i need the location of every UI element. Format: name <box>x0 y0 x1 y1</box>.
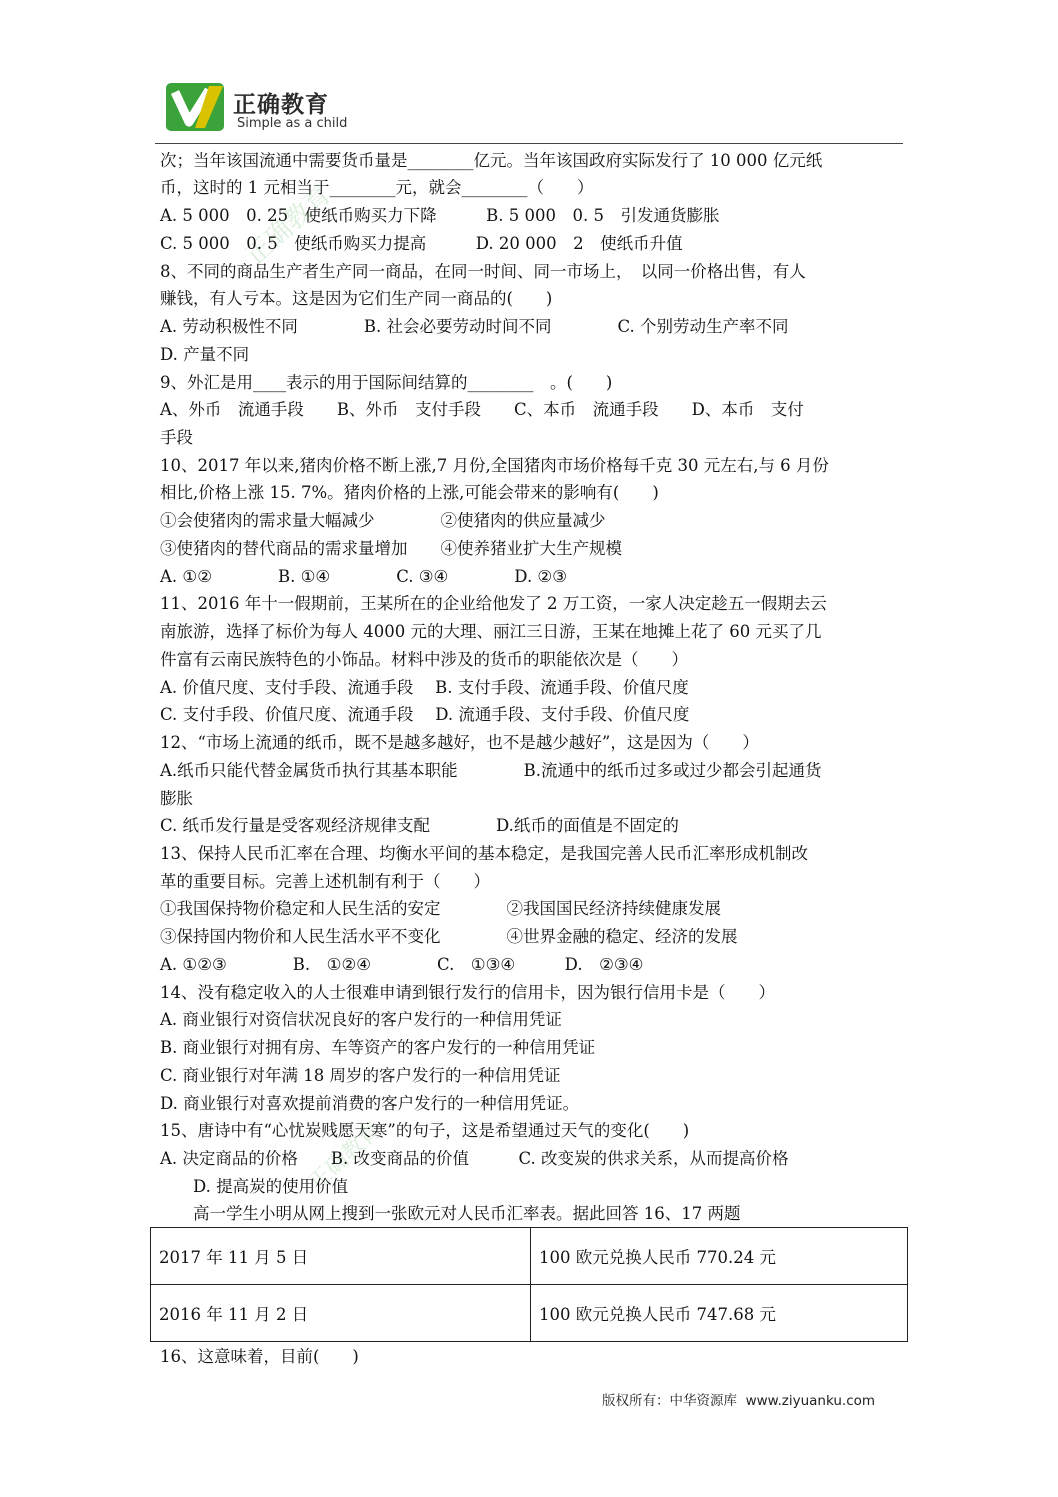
table-cell-date: 2016 年 11 月 2 日 <box>151 1285 531 1342</box>
header-divider <box>155 143 903 144</box>
exchange-rate-table <box>150 1227 908 1342</box>
text-line: A. 劳动积极性不同 B. 社会必要劳动时间不同 C. 个别劳动生产率不同 <box>160 317 789 336</box>
text-line: 膨胀 <box>160 789 193 808</box>
watermark: 正确教育 <box>239 179 338 272</box>
text-line: ③保持国内物价和人民生活水平不变化 ④世界金融的稳定、经济的发展 <box>160 927 738 946</box>
text-line: A. 价值尺度、支付手段、流通手段 B. 支付手段、流通手段、价值尺度 <box>160 678 689 697</box>
text-line: D. 产量不同 <box>160 345 250 364</box>
text-line: 相比,价格上涨 15. 7%。猪肉价格的上涨,可能会带来的影响有( ) <box>160 483 659 502</box>
text-line: 高一学生小明从网上搜到一张欧元对人民币汇率表。据此回答 16、17 两题 <box>160 1204 741 1223</box>
text-line: 赚钱，有人亏本。这是因为它们生产同一商品的( ) <box>160 289 553 308</box>
text-line: 11、2016 年十一假期前，王某所在的企业给他发了 2 万工资，一家人决定趁五一假期去云 <box>160 594 827 613</box>
brand-name: 正确教育 <box>233 92 329 118</box>
text-line: 手段 <box>160 428 193 447</box>
check-mark-logo-icon <box>165 80 229 134</box>
text-line: D. 提高炭的使用价值 <box>160 1177 349 1196</box>
text-line: D. 商业银行对喜欢提前消费的客户发行的一种信用凭证。 <box>160 1094 580 1113</box>
copyright-footer: 版权所有：中华资源库 www.ziyuanku.com <box>602 1393 876 1409</box>
text-line: A. ①②③ B. ①②④ C. ①③④ D. ②③④ <box>160 955 644 974</box>
text-line: A. 5 000 0. 25 使纸币购买力下降 B. 5 000 0. 5 引发通货膨胀 <box>160 206 720 225</box>
question-16: 16、这意味着，目前( ) <box>160 1347 359 1366</box>
text-line: A.纸币只能代替金属货币执行其基本职能 B.流通中的纸币过多或过少都会引起通货 <box>160 761 822 780</box>
text-line: 革的重要目标。完善上述机制有利于（ ） <box>160 872 490 891</box>
text-line: C. 支付手段、价值尺度、流通手段 D. 流通手段、支付手段、价值尺度 <box>160 705 690 724</box>
text-line: ①会使猪肉的需求量大幅减少 ②使猪肉的供应量减少 <box>160 511 606 530</box>
publisher-logo <box>165 80 365 136</box>
text-line: 10、2017 年以来,猪肉价格不断上涨,7 月份,全国猪肉市场价格每千克 30 元左右,与 6 月份 <box>160 456 829 475</box>
table-row <box>151 1285 908 1342</box>
table-cell-date: 2017 年 11 月 5 日 <box>151 1228 531 1285</box>
text-line: 13、保持人民币汇率在合理、均衡水平间的基本稳定，是我国完善人民币汇率形成机制改 <box>160 844 808 863</box>
watermark: 正确教育 <box>304 1118 387 1196</box>
text-line: 币，这时的 1 元相当于________元，就会________（ ） <box>160 178 594 197</box>
text-line: A. 决定商品的价格 B. 改变商品的价值 C. 改变炭的供求关系，从而提高价格 <box>160 1149 789 1168</box>
text-line: B. 商业银行对拥有房、车等资产的客户发行的一种信用凭证 <box>160 1038 596 1057</box>
text-line: 15、唐诗中有“心忧炭贱愿天寒”的句子，这是希望通过天气的变化( ) <box>160 1121 690 1140</box>
text-line: ①我国保持物价稳定和人民生活的安定 ②我国国民经济持续健康发展 <box>160 899 721 918</box>
text-line: A. ①② B. ①④ C. ③④ D. ②③ <box>160 567 568 586</box>
text-line: 12、“市场上流通的纸币，既不是越多越好，也不是越少越好”，这是因为（ ） <box>160 733 759 752</box>
text-line: C. 商业银行对年满 18 周岁的客户发行的一种信用凭证 <box>160 1066 561 1085</box>
text-line: C. 5 000 0. 5 使纸币购买力提高 D. 20 000 2 使纸币升值 <box>160 234 683 253</box>
text-line: 次；当年该国流通中需要货币量是________亿元。当年该国政府实际发行了 10 000 亿元纸 <box>160 151 823 170</box>
brand-slogan: Simple as a child <box>237 116 348 131</box>
table-cell-rate: 100 欧元兑换人民币 770.24 元 <box>531 1228 908 1285</box>
text-line: 14、没有稳定收入的人士很难申请到银行发行的信用卡，因为银行信用卡是（ ） <box>160 983 775 1002</box>
text-line: 件富有云南民族特色的小饰品。材料中涉及的货币的职能依次是（ ） <box>160 650 688 669</box>
text-line: 南旅游，选择了标价为每人 4000 元的大理、丽江三日游，王某在地摊上花了 60 元买了几 <box>160 622 822 641</box>
table-cell-rate: 100 欧元兑换人民币 747.68 元 <box>531 1285 908 1342</box>
text-line: 9、外汇是用____表示的用于国际间结算的________ 。( ) <box>160 373 613 392</box>
text-line: ③使猪肉的替代商品的需求量增加 ④使养猪业扩大生产规模 <box>160 539 622 558</box>
text-line: A、外币 流通手段 B、外币 支付手段 C、本币 流通手段 D、本币 支付 <box>160 400 804 419</box>
text-line: A. 商业银行对资信状况良好的客户发行的一种信用凭证 <box>160 1010 562 1029</box>
text-line: 8、不同的商品生产者生产同一商品，在同一时间、同一市场上， 以同一价格出售，有人 <box>160 262 806 281</box>
text-line: C. 纸币发行量是受客观经济规律支配 D.纸币的面值是不固定的 <box>160 816 679 835</box>
table-row <box>151 1228 908 1285</box>
